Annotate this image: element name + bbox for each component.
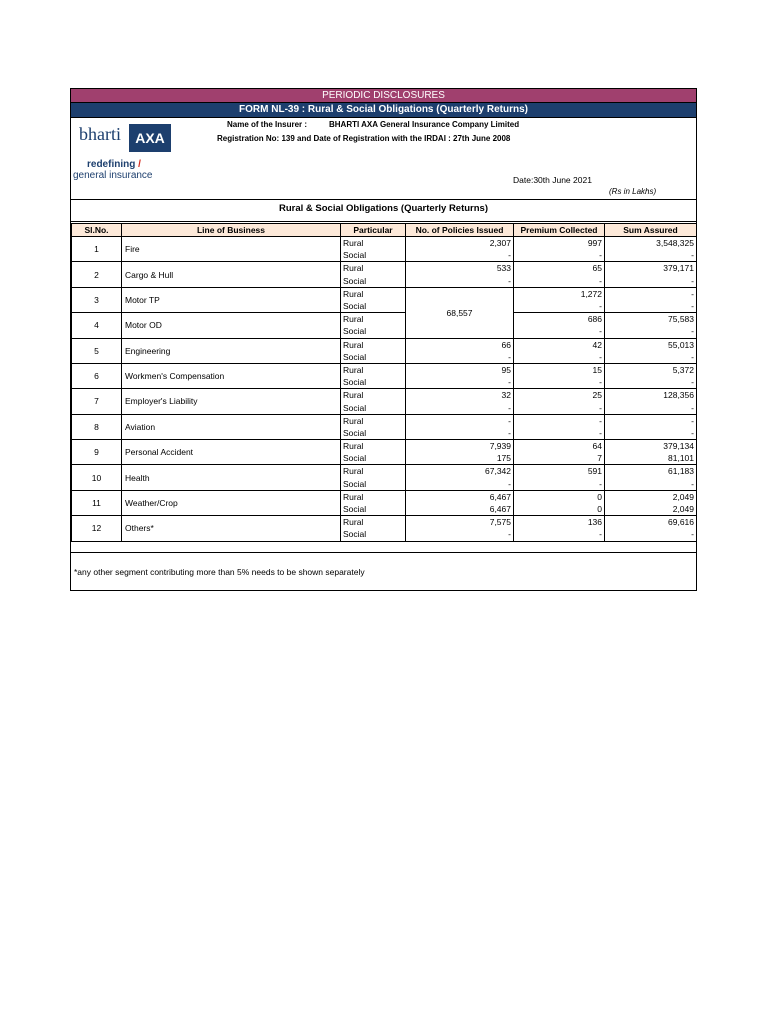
premium-collected-cell: -	[514, 376, 605, 389]
table-row-rural	[72, 490, 697, 503]
policies-issued-cell: 66	[406, 338, 514, 351]
sum-assured-cell: -	[605, 401, 697, 414]
sum-assured-cell: -	[605, 325, 697, 338]
sum-assured-cell: 55,013	[605, 338, 697, 351]
sum-assured-cell: -	[605, 275, 697, 288]
premium-collected-cell: -	[514, 325, 605, 338]
policies-issued-cell: 67,342	[406, 465, 514, 478]
policies-issued-cell: -	[406, 249, 514, 262]
sum-assured-cell: -	[605, 478, 697, 491]
particular-cell: Social	[341, 325, 406, 338]
premium-collected-cell: -	[514, 275, 605, 288]
line-of-business-cell: Health	[122, 465, 341, 490]
policies-issued-cell: 32	[406, 389, 514, 402]
table-row-rural	[72, 516, 697, 529]
line-of-business-cell: Motor OD	[122, 313, 341, 338]
policies-issued-cell: 533	[406, 262, 514, 275]
sum-assured-cell: 75,583	[605, 313, 697, 326]
particular-cell: Social	[341, 376, 406, 389]
policies-issued-cell: -	[406, 376, 514, 389]
sum-assured-cell: 2,049	[605, 490, 697, 503]
policies-issued-cell: -	[406, 528, 514, 541]
particular-cell: Rural	[341, 516, 406, 529]
line-of-business-cell: Employer's Liability	[122, 389, 341, 414]
premium-collected-cell: 0	[514, 503, 605, 516]
logo-tagline-1-text: redefining	[87, 159, 136, 170]
particular-cell: Social	[341, 275, 406, 288]
units-note: (Rs in Lakhs)	[609, 187, 657, 196]
line-of-business-cell: Workmen's Compensation	[122, 363, 341, 388]
registration-info: Registration No: 139 and Date of Registration with the IRDAI : 27th June 2008	[217, 134, 511, 143]
table-row-rural	[72, 414, 697, 427]
premium-collected-cell: -	[514, 528, 605, 541]
motor-policies-issued-cell: 68,557	[406, 287, 514, 338]
policies-issued-cell: -	[406, 351, 514, 364]
particular-cell: Social	[341, 249, 406, 262]
column-header: Sum Assured	[605, 224, 697, 237]
premium-collected-cell: -	[514, 427, 605, 440]
disclosure-sheet	[70, 88, 697, 591]
column-header: Sl.No.	[72, 224, 122, 237]
table-title: Rural & Social Obligations (Quarterly Returns)	[278, 203, 489, 214]
premium-collected-cell: 64	[514, 440, 605, 453]
insurer-name: BHARTI AXA General Insurance Company Limited	[329, 120, 520, 129]
premium-collected-cell: 42	[514, 338, 605, 351]
premium-collected-cell: -	[514, 414, 605, 427]
serial-number-cell: 12	[72, 516, 122, 541]
sum-assured-cell: 81,101	[605, 452, 697, 465]
particular-cell: Rural	[341, 465, 406, 478]
sum-assured-cell: 61,183	[605, 465, 697, 478]
line-of-business-cell: Engineering	[122, 338, 341, 363]
line-of-business-cell: Cargo & Hull	[122, 262, 341, 287]
sum-assured-cell: -	[605, 376, 697, 389]
premium-collected-cell: 65	[514, 262, 605, 275]
premium-collected-cell: 686	[514, 313, 605, 326]
premium-collected-cell: 7	[514, 452, 605, 465]
sum-assured-cell: 5,372	[605, 363, 697, 376]
policies-issued-cell: -	[406, 401, 514, 414]
particular-cell: Social	[341, 300, 406, 313]
particular-cell: Social	[341, 503, 406, 516]
policies-issued-cell: -	[406, 275, 514, 288]
line-of-business-cell: Personal Accident	[122, 440, 341, 465]
sum-assured-cell: 379,171	[605, 262, 697, 275]
sum-assured-cell: 69,616	[605, 516, 697, 529]
column-header: No. of Policies Issued	[406, 224, 514, 237]
policies-issued-cell: 175	[406, 452, 514, 465]
table-row-rural	[72, 363, 697, 376]
policies-issued-cell: 7,939	[406, 440, 514, 453]
logo-tagline-2: general insurance	[73, 170, 153, 181]
logo-wordmark: bharti	[79, 124, 121, 144]
periodic-disclosures-banner: PERIODIC DISCLOSURES	[71, 89, 696, 103]
premium-collected-cell: 15	[514, 363, 605, 376]
line-of-business-cell: Fire	[122, 237, 341, 262]
serial-number-cell: 5	[72, 338, 122, 363]
report-date: Date:30th June 2021	[513, 175, 592, 185]
table-header-row	[72, 224, 697, 237]
policies-issued-cell: 6,467	[406, 503, 514, 516]
column-header: Particular	[341, 224, 406, 237]
particular-cell: Social	[341, 478, 406, 491]
serial-number-cell: 9	[72, 440, 122, 465]
premium-collected-cell: 25	[514, 389, 605, 402]
sum-assured-cell: 2,049	[605, 503, 697, 516]
column-header: Line of Business	[122, 224, 341, 237]
column-header: Premium Collected	[514, 224, 605, 237]
particular-cell: Social	[341, 427, 406, 440]
premium-collected-cell: 997	[514, 237, 605, 250]
table-row-rural	[72, 237, 697, 250]
policies-issued-cell: 7,575	[406, 516, 514, 529]
sum-assured-cell: 3,548,325	[605, 237, 697, 250]
bharti-axa-logo	[73, 122, 173, 184]
sum-assured-cell: -	[605, 528, 697, 541]
serial-number-cell: 2	[72, 262, 122, 287]
table-row-rural	[72, 287, 697, 300]
serial-number-cell: 3	[72, 287, 122, 312]
particular-cell: Social	[341, 401, 406, 414]
divider	[71, 552, 696, 553]
table-row-rural	[72, 262, 697, 275]
policies-issued-cell: 95	[406, 363, 514, 376]
particular-cell: Rural	[341, 262, 406, 275]
policies-issued-cell: -	[406, 414, 514, 427]
sum-assured-cell: -	[605, 351, 697, 364]
premium-collected-cell: 0	[514, 490, 605, 503]
particular-cell: Rural	[341, 338, 406, 351]
particular-cell: Rural	[341, 440, 406, 453]
policies-issued-cell: -	[406, 478, 514, 491]
table-row-rural	[72, 440, 697, 453]
sum-assured-cell: 128,356	[605, 389, 697, 402]
table-row-rural	[72, 389, 697, 402]
particular-cell: Rural	[341, 287, 406, 300]
particular-cell: Rural	[341, 363, 406, 376]
line-of-business-cell: Weather/Crop	[122, 490, 341, 515]
divider	[71, 221, 696, 222]
particular-cell: Rural	[341, 237, 406, 250]
line-of-business-cell: Motor TP	[122, 287, 341, 312]
serial-number-cell: 11	[72, 490, 122, 515]
particular-cell: Social	[341, 528, 406, 541]
sum-assured-cell: -	[605, 249, 697, 262]
policies-issued-cell: 6,467	[406, 490, 514, 503]
particular-cell: Rural	[341, 389, 406, 402]
table-row-rural	[72, 313, 697, 326]
table-row-rural	[72, 465, 697, 478]
particular-cell: Social	[341, 452, 406, 465]
line-of-business-cell: Others*	[122, 516, 341, 541]
sum-assured-cell: -	[605, 300, 697, 313]
particular-cell: Rural	[341, 313, 406, 326]
premium-collected-cell: -	[514, 300, 605, 313]
particular-cell: Rural	[341, 414, 406, 427]
premium-collected-cell: -	[514, 351, 605, 364]
policies-issued-cell: 2,307	[406, 237, 514, 250]
form-title-banner: FORM NL-39 : Rural & Social Obligations (Quarterly Returns)	[71, 103, 696, 118]
serial-number-cell: 6	[72, 363, 122, 388]
premium-collected-cell: -	[514, 401, 605, 414]
serial-number-cell: 10	[72, 465, 122, 490]
premium-collected-cell: -	[514, 249, 605, 262]
insurer-label: Name of the Insurer :	[227, 120, 308, 129]
sum-assured-cell: -	[605, 287, 697, 300]
table-body	[72, 237, 697, 542]
logo-tagline-1	[87, 159, 141, 170]
premium-collected-cell: 591	[514, 465, 605, 478]
serial-number-cell: 7	[72, 389, 122, 414]
axa-logo-block: AXA	[129, 124, 171, 152]
premium-collected-cell: 1,272	[514, 287, 605, 300]
sum-assured-cell: -	[605, 414, 697, 427]
line-of-business-cell: Aviation	[122, 414, 341, 439]
serial-number-cell: 8	[72, 414, 122, 439]
obligations-table	[71, 223, 697, 542]
premium-collected-cell: -	[514, 478, 605, 491]
premium-collected-cell: 136	[514, 516, 605, 529]
table-row-rural	[72, 338, 697, 351]
particular-cell: Social	[341, 351, 406, 364]
sum-assured-cell: 379,134	[605, 440, 697, 453]
serial-number-cell: 1	[72, 237, 122, 262]
footnote: *any other segment contributing more than 5% needs to be shown separately	[74, 567, 365, 577]
logo-tagline-mark: /	[138, 159, 141, 170]
policies-issued-cell: -	[406, 427, 514, 440]
divider	[71, 199, 696, 200]
sum-assured-cell: -	[605, 427, 697, 440]
serial-number-cell: 4	[72, 313, 122, 338]
particular-cell: Rural	[341, 490, 406, 503]
